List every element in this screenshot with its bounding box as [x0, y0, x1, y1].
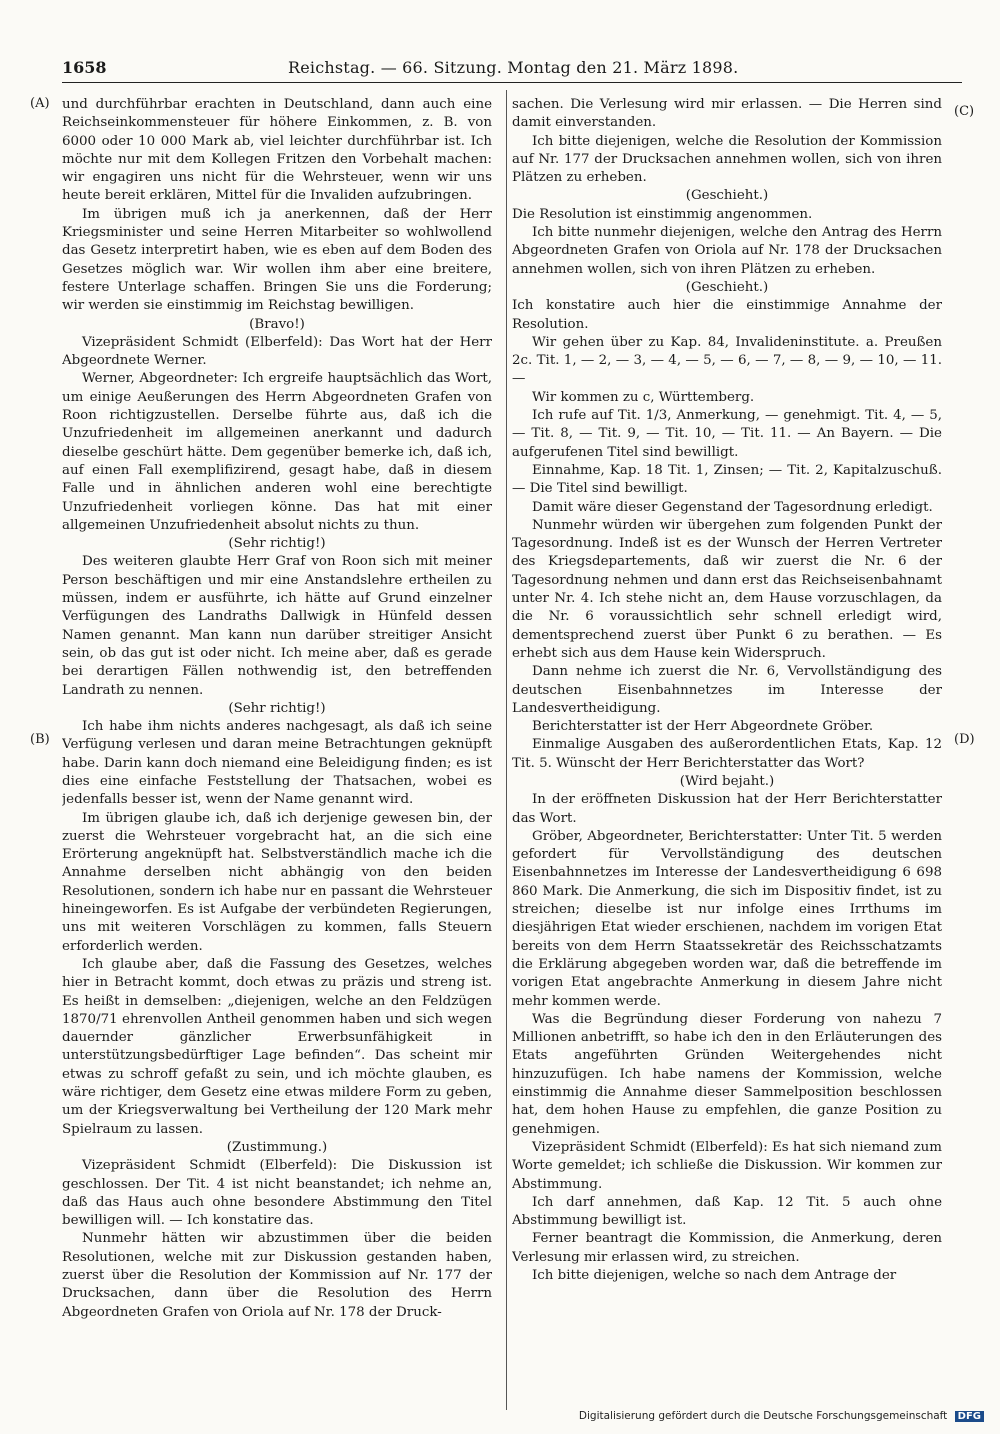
interjection: (Sehr richtig!)	[228, 700, 326, 716]
paragraph: Wir kommen zu c, Württemberg.	[532, 389, 755, 405]
interjection: (Wird bejaht.)	[679, 773, 775, 789]
paragraph: Vizepräsident Schmidt (Elberfeld): Das Wort hat der Herr Abgeordnete Werner.	[62, 334, 492, 369]
paragraph: Gröber, Abgeordneter, Berichterstatter: Unter Tit. 5 werden gefordert für Vervollständigung des deutschen Eisenbahnnetzes im Interesse der Landesvertheidigung 6 698 860 Mark. Die Anmerkung, die sich im Dispositiv findet, ist zu streichen; dieselbe ist nur infolge eines Irrthums im diesjährigen Etat wieder erschienen, nachdem im vorigen Etat bereits von dem Herrn Staatssekretär des Reichsschatzamts die Erklärung abgegeben worden war, daß die betreffende im vorigen Etat angebrachte Anmerkung in diesem Jahre nicht mehr kommen werde.	[512, 828, 942, 1009]
paragraph: Wir gehen über zu Kap. 84, Invalideninstitute. a. Preußen 2c. Tit. 1, — 2, — 3, — 4, — 5, — 6, — 7, — 8, — 9, — 10, — 11. —	[512, 334, 942, 387]
paragraph: Ich bitte diejenigen, welche die Resolution der Kommission auf Nr. 177 der Drucksachen annehmen wollen, sich von ihren Plätzen zu erheben.	[512, 133, 942, 186]
paragraph: Einnahme, Kap. 18 Tit. 1, Zinsen; — Tit. 2, Kapitalzuschuß. — Die Titel sind bewilligt.	[512, 462, 942, 497]
margin-mark-a: (A)	[30, 96, 50, 111]
paragraph: sachen. Die Verlesung wird mir erlassen. — Die Herren sind damit einverstanden.	[512, 97, 942, 131]
left-column	[62, 96, 492, 1406]
paragraph: Was die Begründung dieser Forderung von nahezu 7 Millionen anbetrifft, so habe ich den in den Erläuterungen des Etats angeführten Gründen Weitergehendes nicht hinzuzufügen. Ich habe namens der Kommission, welche einstimmig die Annahme dieser Sammelposition beschlossen hat, dem hohen Hause zu empfehlen, die ganze Position zu genehmigen.	[512, 1011, 942, 1137]
paragraph: Werner, Abgeordneter: Ich ergreife hauptsächlich das Wort, um einige Aeußerungen des Herrn Abgeordneten Grafen von Roon richtigzustellen. Derselbe führte aus, daß ich die Unzufriedenheit im allgemeinen anerkannt und dadurch dieselbe geschürt hätte. Dem gegenüber bemerke ich, daß ich, auf einen Fall exemplifizirend, gesagt habe, daß in diesem Falle und in ähnlichen anderen wohl eine berechtigte Unzufriedenheit vorliegen könne. Das hat mit einer allgemeinen Unzufriedenheit absolut nichts zu thun.	[62, 371, 492, 533]
paragraph: Vizepräsident Schmidt (Elberfeld): Die Diskussion ist geschlossen. Der Tit. 4 ist nicht beanstandet; ich nehme an, daß das Haus auch ohne besondere Abstimmung den Titel bewilligen will. — Ich konstatire das.	[62, 1158, 492, 1229]
paragraph: Des weiteren glaubte Herr Graf von Roon sich mit meiner Person beschäftigen und mir eine Anstandslehre ertheilen zu müssen, indem er ausführte, ich hätte auf Grund einzelner Verfügungen des Landraths Dallwigk in Hünfeld dessen Namen genannt. Man kann nun darüber streitiger Ansicht sein, ob das gut ist oder nicht. Ich meine aber, daß es gerade bei derartigen Fällen nothwendig ist, den betreffenden Landrath zu nennen.	[62, 554, 492, 698]
footer-credit	[579, 1410, 984, 1422]
interjection: (Zustimmung.)	[226, 1139, 328, 1155]
paragraph: Nunmehr hätten wir abzustimmen über die beiden Resolutionen, welche mit zur Diskussion gestanden haben, zuerst über die Resolution der Kommission auf Nr. 177 der Drucksachen, dann über die Resolution des Herrn Abgeordneten Grafen von Oriola auf Nr. 178 der Druck-	[62, 1231, 492, 1320]
paragraph: Dann nehme ich zuerst die Nr. 6, Vervollständigung des deutschen Eisenbahnnetzes im Interesse der Landesvertheidigung.	[512, 664, 942, 716]
paragraph: Ich darf annehmen, daß Kap. 12 Tit. 5 auch ohne Abstimmung bewilligt ist.	[512, 1194, 942, 1229]
running-title: Reichstag. — 66. Sitzung. Montag den 21. März 1898.	[288, 58, 739, 77]
paragraph: Vizepräsident Schmidt (Elberfeld): Es hat sich niemand zum Worte gemeldet; ich schließe die Diskussion. Wir kommen zur Abstimmung.	[512, 1139, 942, 1192]
page-number: 1658	[62, 58, 107, 77]
margin-mark-b: (B)	[30, 732, 50, 747]
page-header	[62, 58, 962, 83]
paragraph: Im übrigen muß ich ja anerkennen, daß der Herr Kriegsminister und seine Herren Mitarbeiter so wohlwollend das Gesetz interpretirt haben, wie es eben auf dem Boden des Gesetzes möglich war. Wir wollen ihm aber eine breitere, festere Unterlage schaffen. Bringen Sie uns die Forderung; wir werden sie einstimmig im Reichstag bewilligen.	[62, 206, 492, 314]
paragraph: Die Resolution ist einstimmig angenommen.	[512, 206, 813, 222]
paragraph: Ich bitte nunmehr diejenigen, welche den Antrag des Herrn Abgeordneten Grafen von Oriola auf Nr. 178 der Drucksachen annehmen wollen, sich von ihren Plätzen zu erheben.	[512, 225, 942, 277]
paragraph: Ich konstatire auch hier die einstimmige Annahme der Resolution.	[512, 298, 942, 332]
column-divider	[506, 90, 507, 1410]
paragraph: Im übrigen glaube ich, daß ich derjenige gewesen bin, der zuerst die Wehrsteuer vorgebracht hat, an die sich eine Erörterung angeknüpft hat. Selbstverständlich mache ich die Annahme derselben nicht abhängig von den beiden Resolutionen, sondern ich habe nur en passant die Wehrsteuer hineingeworfen. Es ist Aufgabe der verbündeten Regierungen, uns mit weiteren Vorschlägen zu kommen, falls Steuern erforderlich werden.	[62, 810, 492, 954]
interjection: (Geschieht.)	[685, 188, 769, 204]
interjection: (Geschieht.)	[685, 279, 769, 295]
footer-text: Digitalisierung gefördert durch die Deutsche Forschungsgemeinschaft	[578, 1410, 948, 1422]
paragraph: Berichterstatter ist der Herr Abgeordnete Gröber.	[532, 719, 874, 735]
paragraph: Nunmehr würden wir übergehen zum folgenden Punkt der Tagesordnung. Indeß ist es der Wunsch der Herren Vertreter des Kriegsdepartements, daß wir zuerst die Nr. 6 der Tagesordnung nehmen und dann erst das Reichseisenbahnamt unter Nr. 4. Ich stehe nicht an, dem Hause vorzuschlagen, da die Nr. 6 voraussichtlich sehr schnell erledigt wird, dementsprechend zuerst über Punkt 6 zu berathen. — Es erhebt sich aus dem Hause kein Widerspruch.	[512, 517, 942, 661]
paragraph: Einmalige Ausgaben des außerordentlichen Etats, Kap. 12 Tit. 5. Wünscht der Herr Berichterstatter das Wort?	[512, 737, 942, 771]
margin-mark-d: (D)	[954, 732, 975, 747]
paragraph: In der eröffneten Diskussion hat der Herr Berichterstatter das Wort.	[512, 792, 942, 826]
paragraph: Ich bitte diejenigen, welche so nach dem Antrage der	[532, 1268, 897, 1283]
interjection: (Bravo!)	[249, 316, 305, 332]
paragraph: Ich glaube aber, daß die Fassung des Gesetzes, welches hier in Betracht kommt, doch etwas zu präzis und streng ist. Es heißt in demselben: „diejenigen, welche an den Feldzügen 1870/71 ehrenvollen Antheil genommen haben und sich wegen dauernder gänzlicher Erwerbsunfähigkeit in unterstützungsbedürftiger Lage befinden“. Das scheint mir etwas zu schroff gefaßt zu sein, und ich möchte glauben, es wäre richtiger, dem Gesetz eine etwas mildere Form zu geben, um der Kriegsverwaltung bei Vertheilung der 120 Mark mehr Spielraum zu lassen.	[62, 956, 492, 1137]
paragraph: Ich habe ihm nichts anderes nachgesagt, als daß ich seine Verfügung verlesen und daran meine Betrachtungen geknüpft habe. Darin kann doch niemand eine Beleidigung finden; es ist dies eine einfache Feststellung der Thatsachen, wobei es jedenfalls besser ist, wenn der Name genannt wird.	[62, 719, 492, 808]
right-column	[512, 96, 942, 1406]
margin-mark-c: (C)	[954, 104, 975, 119]
paragraph: und durchführbar erachten in Deutschland, dann auch eine Reichseinkommensteuer für höhere Einkommen, z. B. von 6000 oder 10 000 Mark ab, viel leichter durchführbar ist. Ich möchte nur mit dem Kollegen Fritzen den Vorbehalt machen: wir engagiren uns nicht für die Wehrsteuer, wenn wir uns heute bereit erklären, Mittel für die Invaliden aufzubringen.	[62, 97, 492, 204]
paragraph: Ich rufe auf Tit. 1/3, Anmerkung, — genehmigt. Tit. 4, — 5, — Tit. 8, — Tit. 9, — Tit. 10, — Tit. 11. — An Bayern. — Die aufgerufenen Titel sind bewilligt.	[512, 408, 942, 460]
dfg-logo: DFG	[955, 1411, 984, 1422]
paragraph: Ferner beantragt die Kommission, die Anmerkung, deren Verlesung mir erlassen wird, zu streichen.	[512, 1231, 942, 1265]
paragraph: Damit wäre dieser Gegenstand der Tagesordnung erledigt.	[532, 499, 933, 515]
interjection: (Sehr richtig!)	[228, 536, 326, 552]
